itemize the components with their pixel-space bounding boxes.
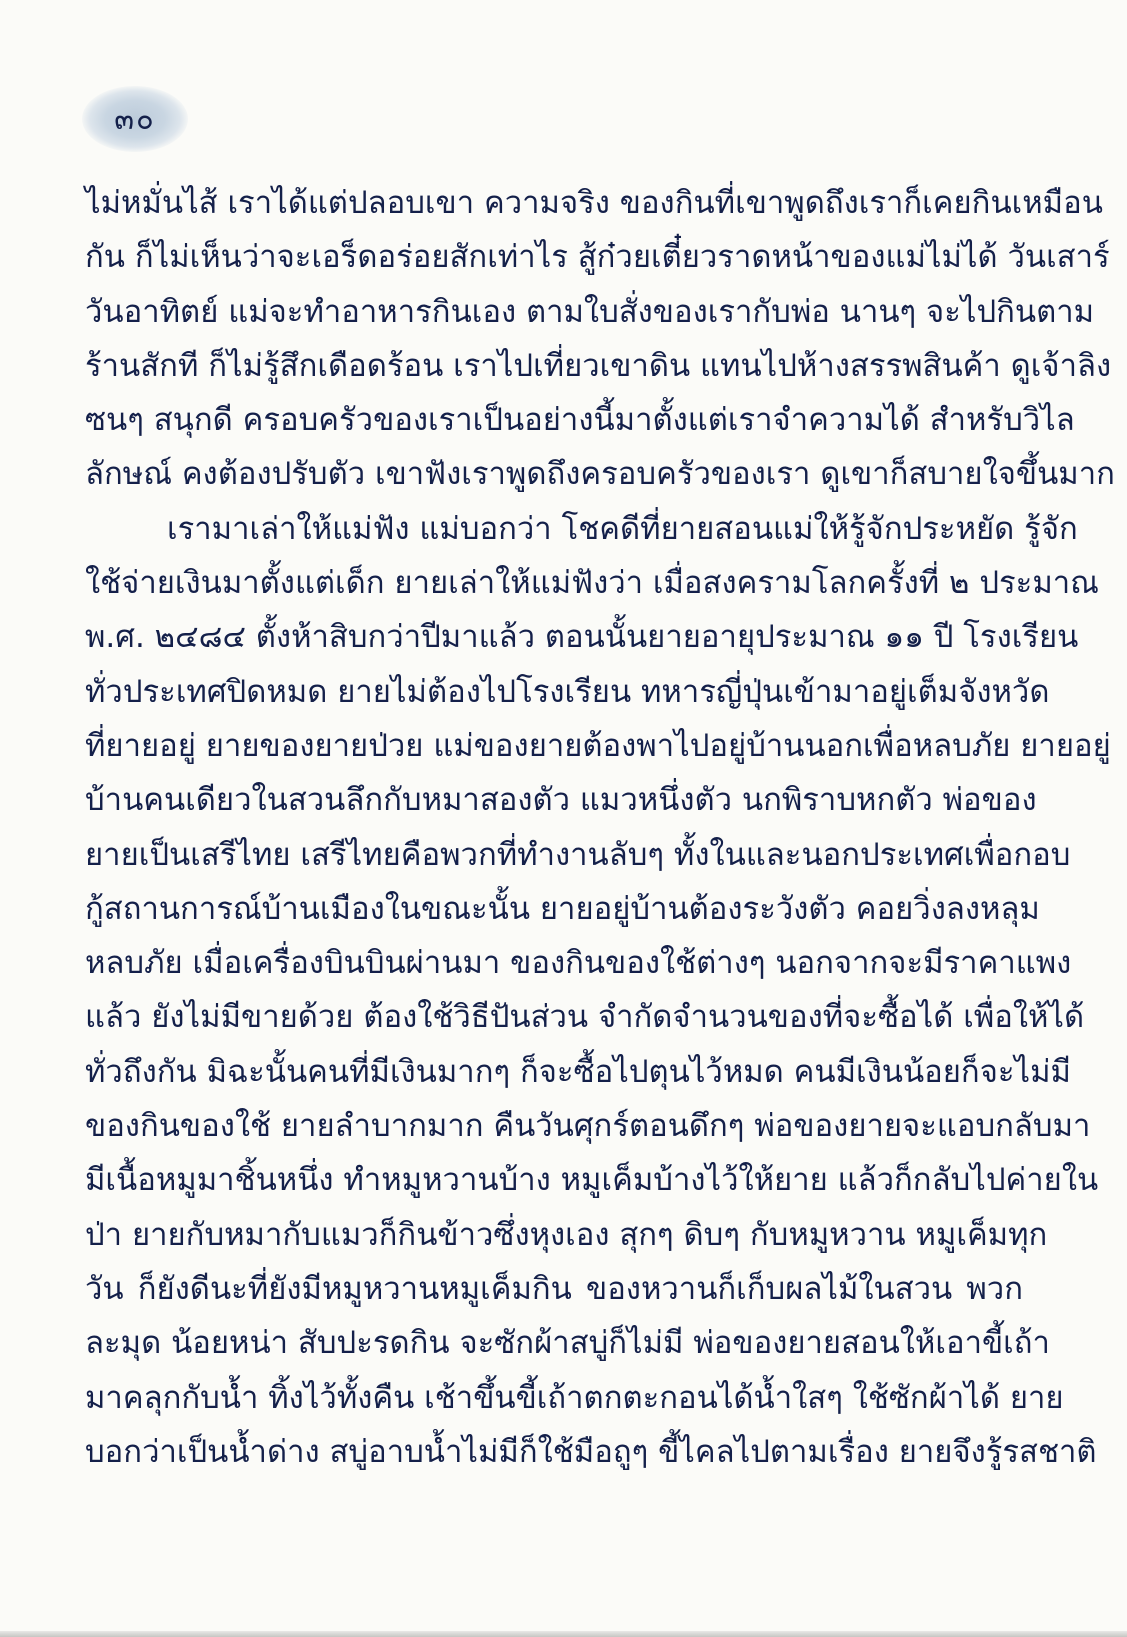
text-line: ยายเป็นเสรีไทย เสรีไทยคือพวกที่ทำงานลับๆ ทั้งในและนอกประเทศเพื่อกอบ	[85, 836, 1071, 873]
scan-edge	[0, 1631, 1127, 1637]
text-line: ละมุด น้อยหน่า สับปะรดกิน จะซักผ้าสบู่ก็ไม่มี พ่อของยายสอนให้เอาขี้เถ้า	[85, 1325, 1050, 1362]
text-line: ไม่หมั่นไส้ เราได้แต่ปลอบเขา ความจริง ของกินที่เขาพูดถึงเราก็เคยกินเหมือน	[85, 185, 1103, 221]
page-number-badge	[82, 86, 188, 152]
text-line: ซนๆ สนุกดี ครอบครัวของเราเป็นอย่างนี้มาตั้งแต่เราจำความได้ สำหรับวิไล	[85, 402, 1075, 439]
text-line: ของกินของใช้ ยายลำบากมาก คืนวันศุกร์ตอนดึกๆ พ่อของยายจะแอบกลับมา	[85, 1108, 1091, 1145]
text-line: ใช้จ่ายเงินมาตั้งแต่เด็ก ยายเล่าให้แม่ฟังว่า เมื่อสงครามโลกครั้งที่ ๒ ประมาณ	[85, 565, 1099, 602]
text-line: กู้สถานการณ์บ้านเมืองในขณะนั้น ยายอยู่บ้านต้องระวังตัว คอยวิ่งลงหลุม	[85, 890, 1040, 927]
text-line: แล้ว ยังไม่มีขายด้วย ต้องใช้วิธีปันส่วน จำกัดจำนวนของที่จะซื้อได้ เพื่อให้ได้	[85, 999, 1085, 1036]
text-line: มาคลุกกับน้ำ ทิ้งไว้ทั้งคืน เช้าขึ้นขี้เถ้าตกตะกอนได้น้ำใสๆ ใช้ซักผ้าได้ ยาย	[85, 1379, 1064, 1416]
text-line: มีเนื้อหมูมาชิ้นหนึ่ง ทำหมูหวานบ้าง หมูเค็มบ้างไว้ให้ยาย แล้วก็กลับไปค่ายใน	[85, 1162, 1099, 1199]
text-line: พ.ศ. ๒๔๘๔ ตั้งห้าสิบกว่าปีมาแล้ว ตอนนั้นยายอายุประมาณ ๑๑ ปี โรงเรียน	[85, 619, 1079, 656]
text-line: ร้านสักที ก็ไม่รู้สึกเดือดร้อน เราไปเที่ยวเขาดิน แทนไปห้างสรรพสินค้า ดูเจ้าลิง	[85, 347, 1112, 384]
page-number: ๓๐	[114, 102, 156, 136]
text-line: ทั่วถึงกัน มิฉะนั้นคนที่มีเงินมากๆ ก็จะซื้อไปตุนไว้หมด คนมีเงินน้อยก็จะไม่มี	[85, 1053, 1071, 1090]
text-line: ที่ยายอยู่ ยายของยายป่วย แม่ของยายต้องพาไปอยู่บ้านนอกเพื่อหลบภัย ยายอยู่	[85, 727, 1111, 764]
text-line: ทั่วประเทศปิดหมด ยายไม่ต้องไปโรงเรียน ทหารญี่ปุ่นเข้ามาอยู่เต็มจังหวัด	[85, 673, 1050, 710]
text-line: วัน ก็ยังดีนะที่ยังมีหมูหวานหมูเค็มกิน ของหวานก็เก็บผลไม้ในสวน พวก	[85, 1270, 1023, 1307]
text-line: ป่า ยายกับหมากับแมวก็กินข้าวซึ่งหุงเอง สุกๆ ดิบๆ กับหมูหวาน หมูเค็มทุก	[85, 1216, 1048, 1253]
text-line: วันอาทิตย์ แม่จะทำอาหารกินเอง ตามใบสั่งของเรากับพ่อ นานๆ จะไปกินตาม	[85, 293, 1095, 330]
text-line-paragraph-start: เรามาเล่าให้แม่ฟัง แม่บอกว่า โชคดีที่ยายสอนแม่ให้รู้จักประหยัด รู้จัก	[167, 510, 1078, 547]
text-line: หลบภัย เมื่อเครื่องบินบินผ่านมา ของกินของใช้ต่างๆ นอกจากจะมีราคาแพง	[85, 945, 1072, 982]
text-line: ลักษณ์ คงต้องปรับตัว เขาฟังเราพูดถึงครอบครัวของเรา ดูเขาก็สบายใจขึ้นมาก	[85, 456, 1115, 493]
text-line: กัน ก็ไม่เห็นว่าจะเอร็ดอร่อยสักเท่าไร สู้ก๋วยเตี๋ยวราดหน้าของแม่ไม่ได้ วันเสาร์	[85, 239, 1110, 276]
text-line: บ้านคนเดียวในสวนลึกกับหมาสองตัว แมวหนึ่งตัว นกพิราบหกตัว พ่อของ	[85, 782, 1037, 819]
text-line: บอกว่าเป็นน้ำด่าง สบู่อาบน้ำไม่มีก็ใช้มือถูๆ ขี้ไคลไปตามเรื่อง ยายจึงรู้รสชาติ	[85, 1433, 1097, 1470]
body-text	[85, 176, 1115, 1479]
